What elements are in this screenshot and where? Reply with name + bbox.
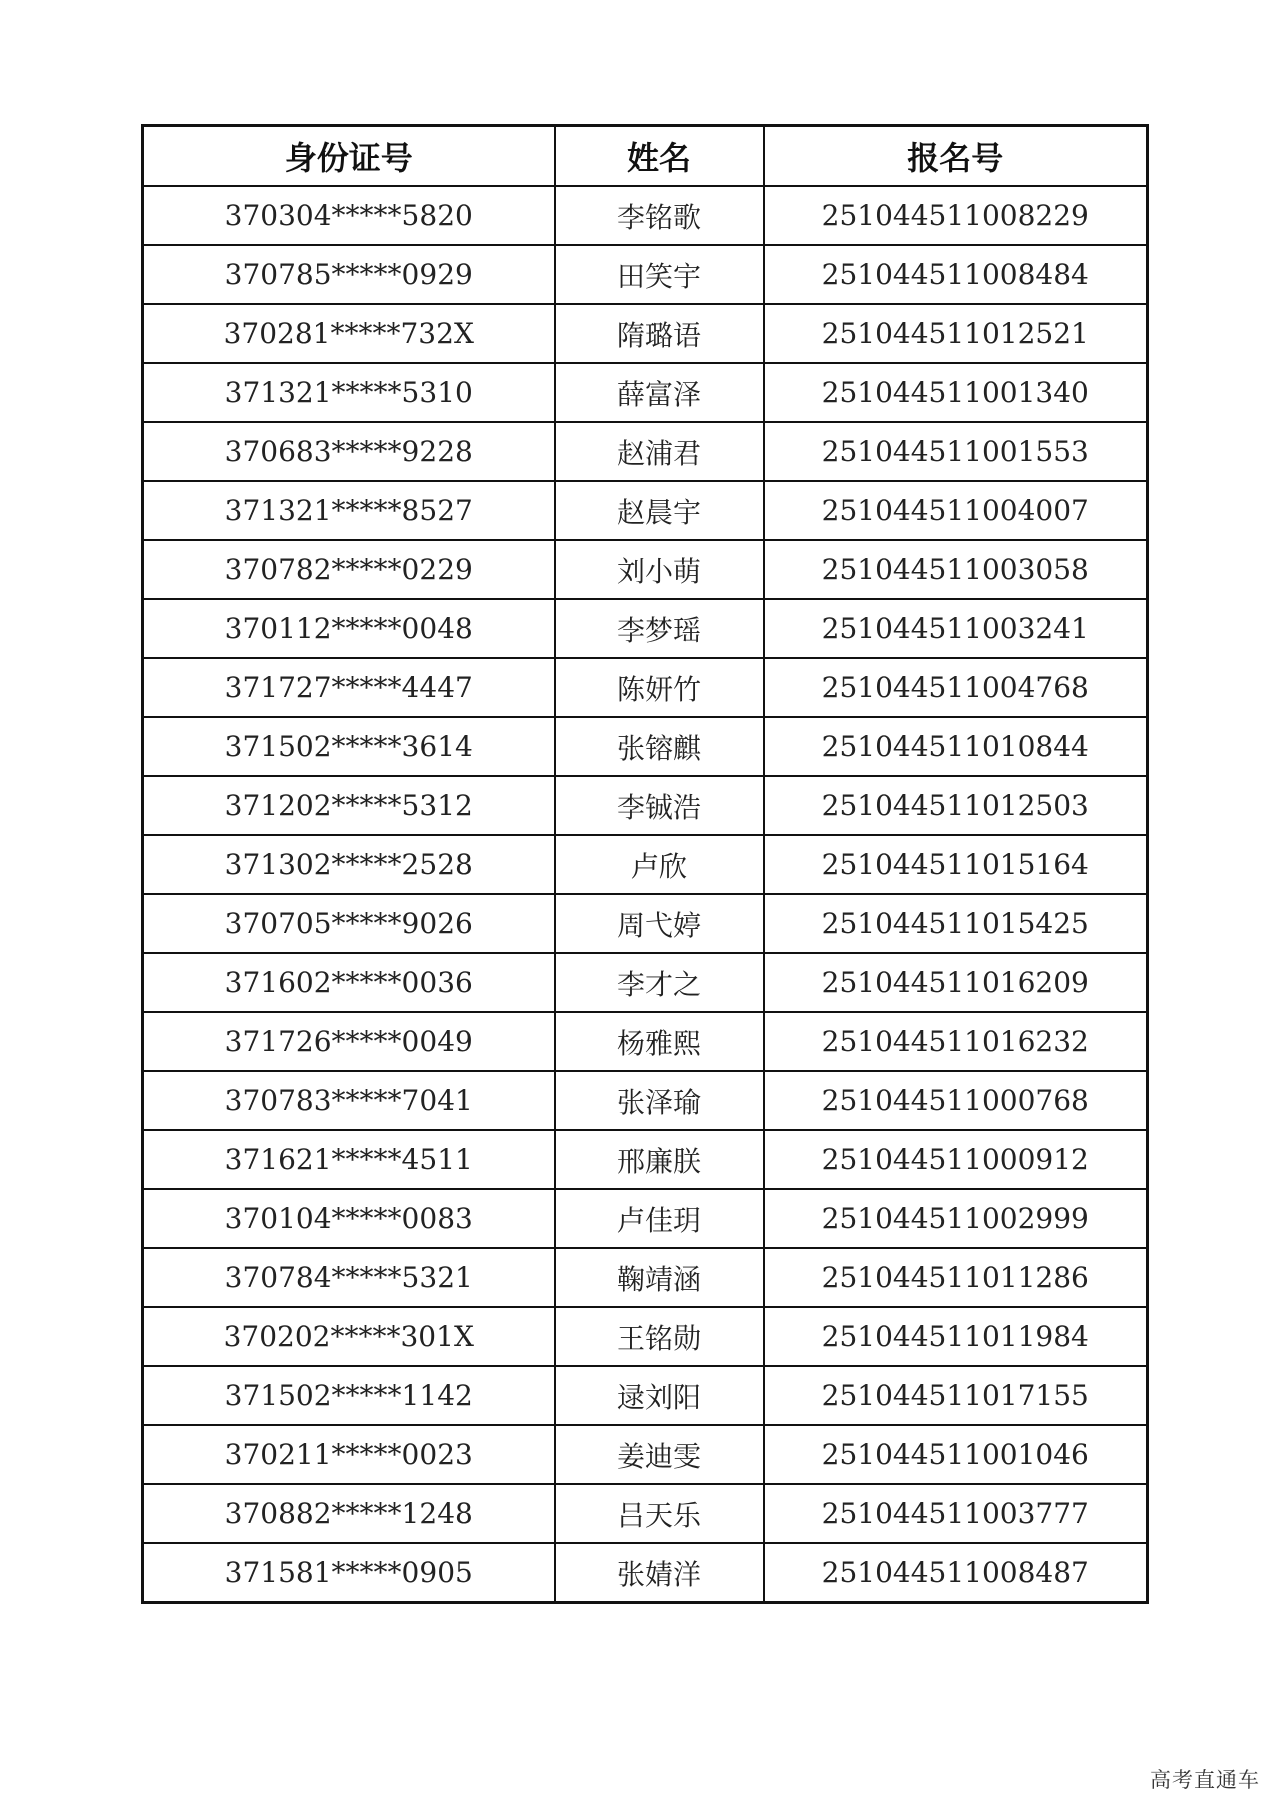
cell-registration-number: 251044511001340 — [764, 363, 1148, 422]
cell-name: 周弋婷 — [555, 894, 764, 953]
table-row — [143, 953, 1148, 1012]
table-row — [143, 1130, 1148, 1189]
table-row — [143, 776, 1148, 835]
table-row — [143, 1071, 1148, 1130]
cell-name: 田笑宇 — [555, 245, 764, 304]
column-header-id-number: 身份证号 — [143, 126, 555, 187]
cell-id-number: 371321*****8527 — [143, 481, 555, 540]
cell-registration-number: 251044511011984 — [764, 1307, 1148, 1366]
cell-name: 卢欣 — [555, 835, 764, 894]
roster-table — [141, 124, 1149, 1604]
table-row — [143, 186, 1148, 245]
cell-id-number: 370112*****0048 — [143, 599, 555, 658]
cell-id-number: 371502*****3614 — [143, 717, 555, 776]
table-row — [143, 1189, 1148, 1248]
cell-registration-number: 251044511016232 — [764, 1012, 1148, 1071]
cell-registration-number: 251044511001046 — [764, 1425, 1148, 1484]
cell-name: 邢廉朕 — [555, 1130, 764, 1189]
table-row — [143, 363, 1148, 422]
cell-id-number: 371302*****2528 — [143, 835, 555, 894]
table-row — [143, 894, 1148, 953]
cell-name: 李梦瑶 — [555, 599, 764, 658]
cell-registration-number: 251044511015164 — [764, 835, 1148, 894]
table-header-row — [143, 126, 1148, 187]
cell-name: 赵晨宇 — [555, 481, 764, 540]
cell-id-number: 370211*****0023 — [143, 1425, 555, 1484]
table-row — [143, 599, 1148, 658]
cell-id-number: 371502*****1142 — [143, 1366, 555, 1425]
cell-id-number: 371726*****0049 — [143, 1012, 555, 1071]
cell-name: 李铭歌 — [555, 186, 764, 245]
cell-id-number: 370281*****732X — [143, 304, 555, 363]
cell-id-number: 370882*****1248 — [143, 1484, 555, 1543]
table-row — [143, 1543, 1148, 1603]
table-row — [143, 304, 1148, 363]
column-header-registration-number: 报名号 — [764, 126, 1148, 187]
cell-name: 刘小萌 — [555, 540, 764, 599]
cell-id-number: 371602*****0036 — [143, 953, 555, 1012]
cell-registration-number: 251044511000912 — [764, 1130, 1148, 1189]
cell-id-number: 371202*****5312 — [143, 776, 555, 835]
cell-id-number: 371621*****4511 — [143, 1130, 555, 1189]
cell-registration-number: 251044511002999 — [764, 1189, 1148, 1248]
cell-id-number: 370783*****7041 — [143, 1071, 555, 1130]
cell-id-number: 370782*****0229 — [143, 540, 555, 599]
cell-name: 杨雅熙 — [555, 1012, 764, 1071]
cell-name: 赵浦君 — [555, 422, 764, 481]
cell-registration-number: 251044511003058 — [764, 540, 1148, 599]
cell-registration-number: 251044511010844 — [764, 717, 1148, 776]
cell-name: 李才之 — [555, 953, 764, 1012]
cell-registration-number: 251044511012503 — [764, 776, 1148, 835]
table-row — [143, 540, 1148, 599]
cell-registration-number: 251044511017155 — [764, 1366, 1148, 1425]
cell-registration-number: 251044511004007 — [764, 481, 1148, 540]
cell-name: 张泽瑜 — [555, 1071, 764, 1130]
cell-id-number: 371581*****0905 — [143, 1543, 555, 1603]
cell-registration-number: 251044511004768 — [764, 658, 1148, 717]
cell-name: 张婧洋 — [555, 1543, 764, 1603]
column-header-name: 姓名 — [555, 126, 764, 187]
table-row — [143, 1012, 1148, 1071]
cell-id-number: 370683*****9228 — [143, 422, 555, 481]
watermark-text: 高考直通车 — [1150, 1768, 1260, 1792]
cell-registration-number: 251044511008484 — [764, 245, 1148, 304]
cell-id-number: 371321*****5310 — [143, 363, 555, 422]
cell-registration-number: 251044511016209 — [764, 953, 1148, 1012]
cell-registration-number: 251044511001553 — [764, 422, 1148, 481]
cell-registration-number: 251044511003777 — [764, 1484, 1148, 1543]
table-row — [143, 658, 1148, 717]
cell-name: 张镕麒 — [555, 717, 764, 776]
cell-name: 吕天乐 — [555, 1484, 764, 1543]
cell-id-number: 370785*****0929 — [143, 245, 555, 304]
cell-name: 逯刘阳 — [555, 1366, 764, 1425]
cell-id-number: 370784*****5321 — [143, 1248, 555, 1307]
cell-name: 卢佳玥 — [555, 1189, 764, 1248]
cell-registration-number: 251044511008229 — [764, 186, 1148, 245]
table-row — [143, 481, 1148, 540]
cell-name: 鞠靖涵 — [555, 1248, 764, 1307]
cell-id-number: 370705*****9026 — [143, 894, 555, 953]
table-row — [143, 1248, 1148, 1307]
table-body — [143, 186, 1148, 1603]
table-row — [143, 717, 1148, 776]
cell-registration-number: 251044511008487 — [764, 1543, 1148, 1603]
table-row — [143, 1307, 1148, 1366]
table-row — [143, 245, 1148, 304]
cell-name: 李铖浩 — [555, 776, 764, 835]
cell-id-number: 371727*****4447 — [143, 658, 555, 717]
cell-name: 薛富泽 — [555, 363, 764, 422]
table-row — [143, 835, 1148, 894]
cell-registration-number: 251044511015425 — [764, 894, 1148, 953]
table-row — [143, 422, 1148, 481]
cell-name: 陈妍竹 — [555, 658, 764, 717]
cell-name: 姜迪雯 — [555, 1425, 764, 1484]
cell-registration-number: 251044511000768 — [764, 1071, 1148, 1130]
table-row — [143, 1425, 1148, 1484]
table-row — [143, 1484, 1148, 1543]
cell-id-number: 370304*****5820 — [143, 186, 555, 245]
cell-id-number: 370104*****0083 — [143, 1189, 555, 1248]
cell-name: 隋璐语 — [555, 304, 764, 363]
cell-registration-number: 251044511003241 — [764, 599, 1148, 658]
cell-id-number: 370202*****301X — [143, 1307, 555, 1366]
cell-registration-number: 251044511012521 — [764, 304, 1148, 363]
cell-name: 王铭勋 — [555, 1307, 764, 1366]
table-row — [143, 1366, 1148, 1425]
cell-registration-number: 251044511011286 — [764, 1248, 1148, 1307]
